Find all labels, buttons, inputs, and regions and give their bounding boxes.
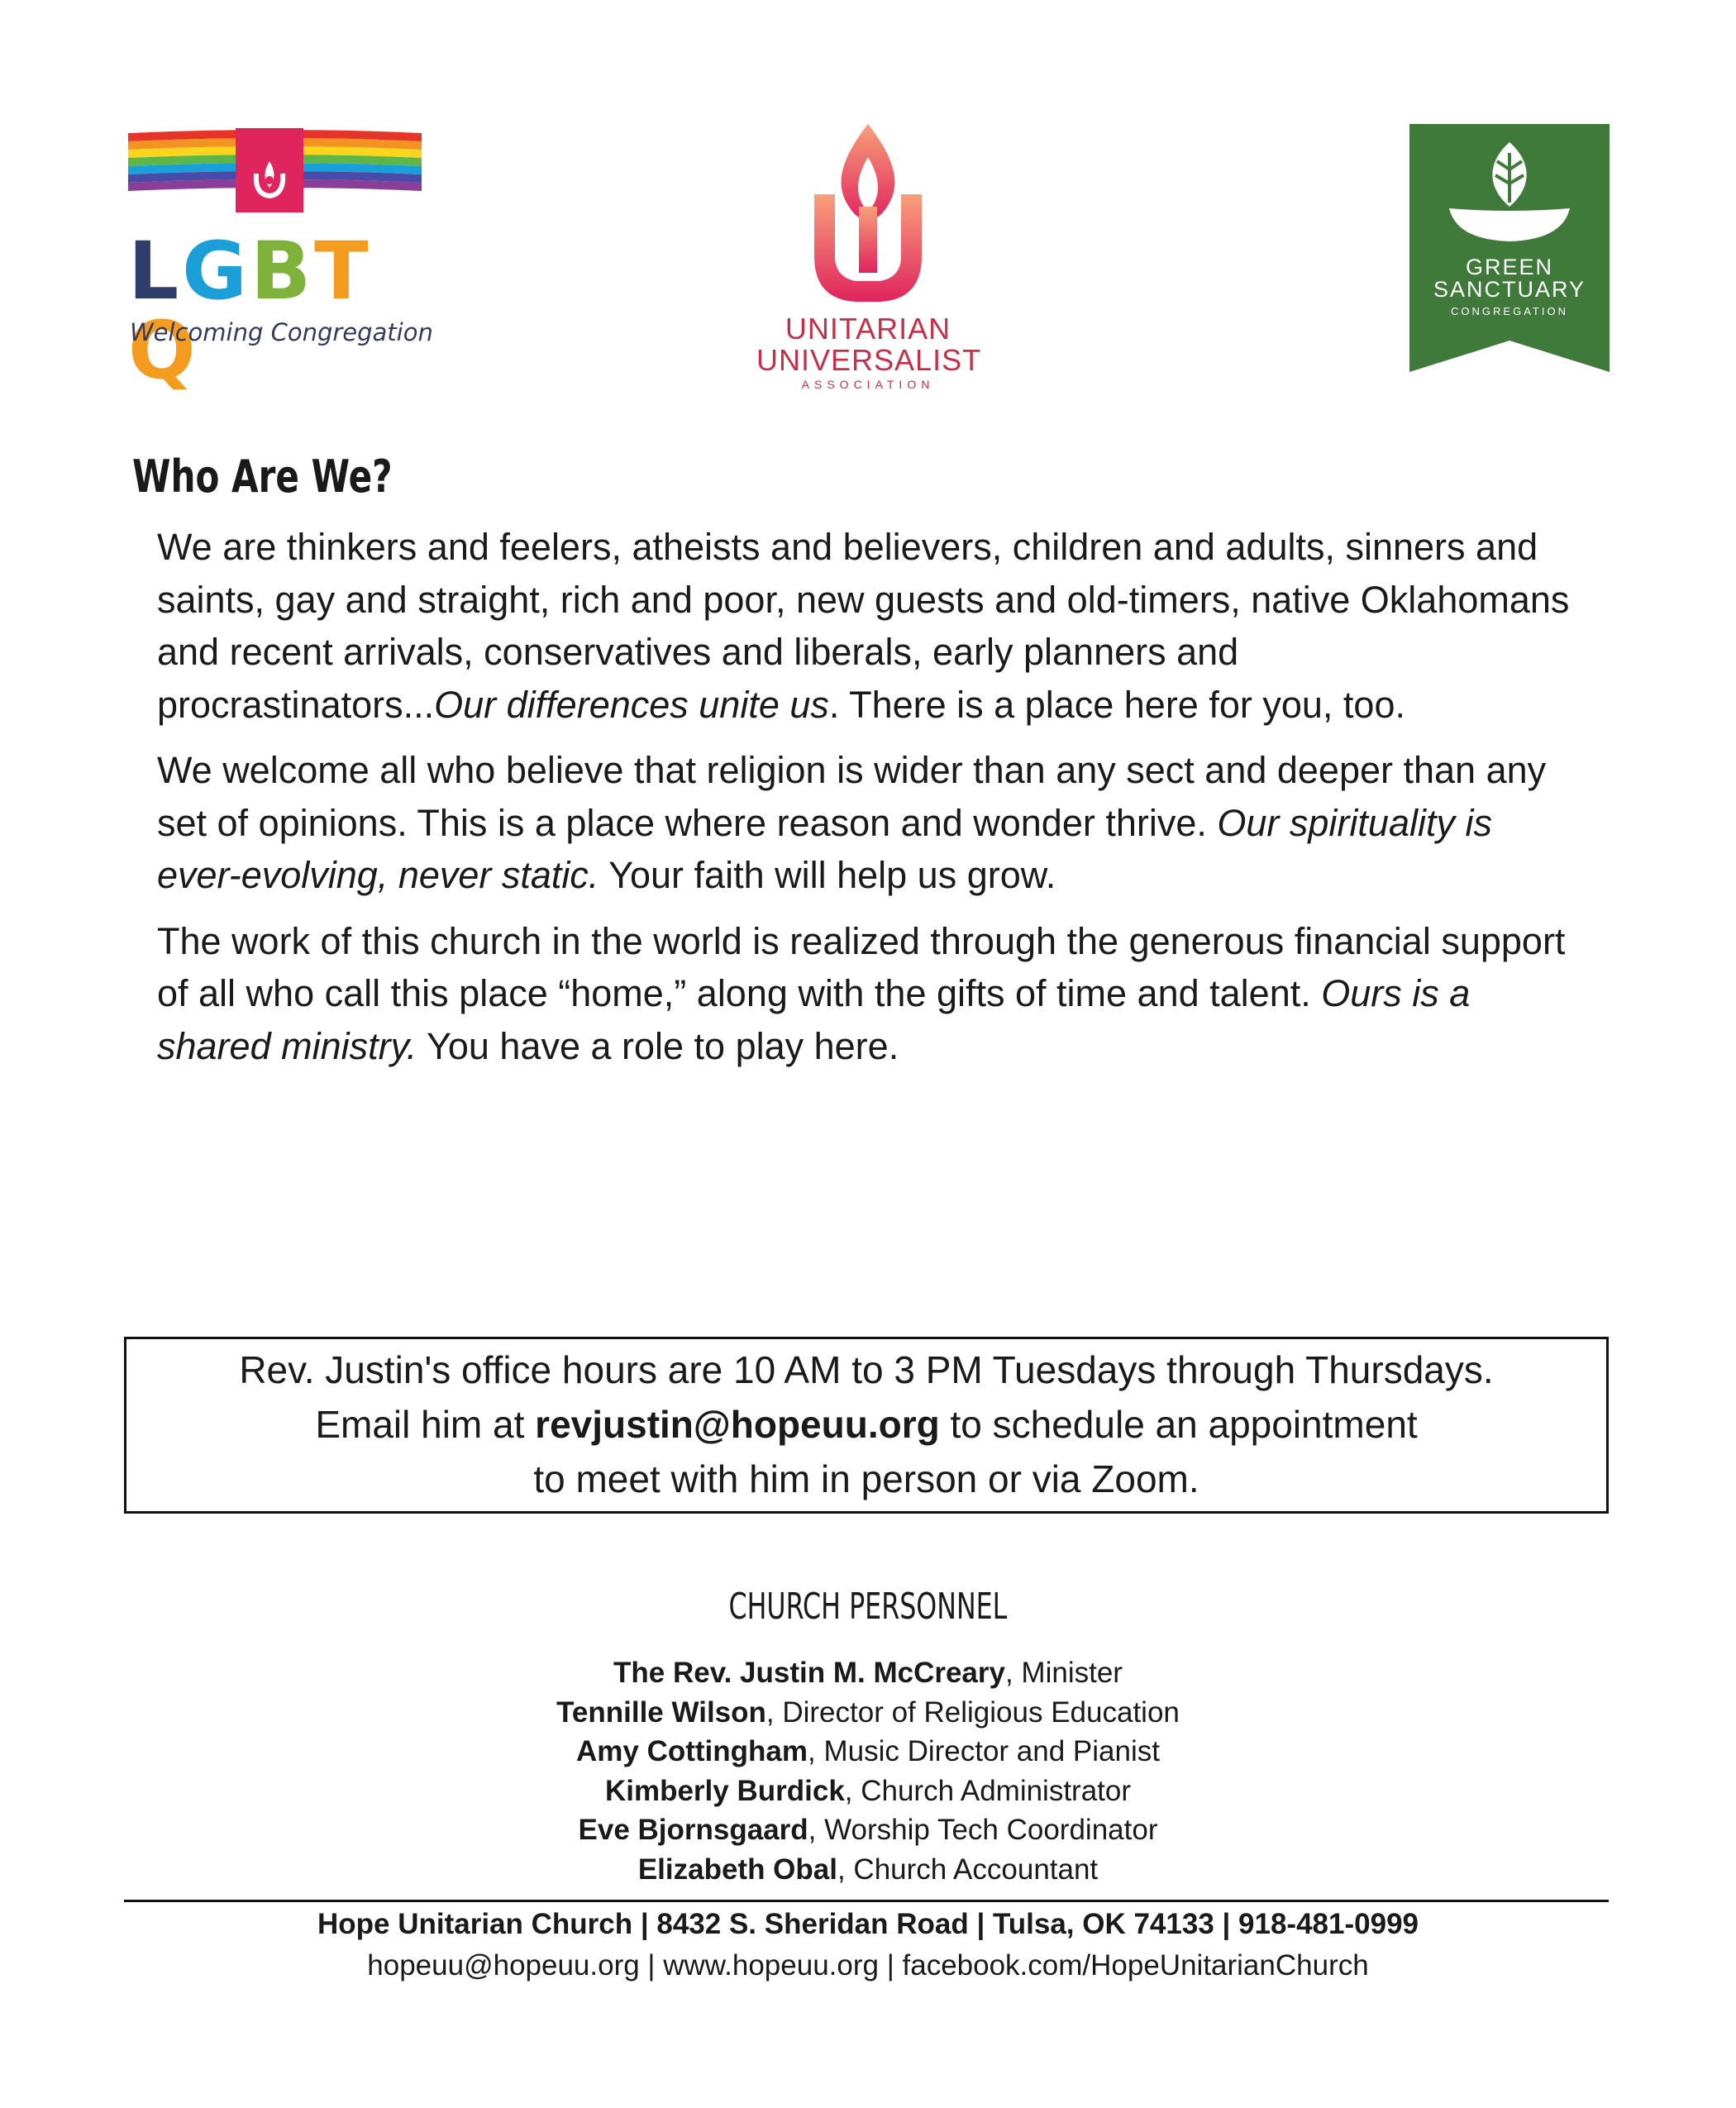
p3-text-b: You have a role to play here.: [417, 1024, 899, 1067]
lgbtq-letter-b: B: [250, 225, 315, 317]
lgbtq-letter-q: Q: [128, 304, 199, 397]
p2-emphasis: Our spirituality is ever-evolving, never static.: [157, 801, 1492, 896]
staff-list: [0, 1653, 1736, 1889]
staff-row: [0, 1732, 1736, 1772]
footer-divider: [124, 1900, 1609, 1902]
email-prefix: Email him at: [315, 1403, 536, 1446]
lgbtq-subtitle: Welcoming Congregation: [130, 318, 433, 346]
staff-role: , Music Director and Pianist: [808, 1735, 1160, 1767]
staff-row: [0, 1772, 1736, 1811]
staff-name: Eve Bjornsgaard: [578, 1814, 808, 1846]
paragraph-1: [157, 521, 1579, 731]
footer-contact-links[interactable]: hopeuu@hopeuu.org | www.hopeuu.org | facebook.com/HopeUnitarianChurch: [367, 1949, 1369, 1982]
who-are-we-body: [157, 521, 1579, 1085]
green-sanctuary-logo: [1409, 124, 1610, 372]
staff-row: [0, 1810, 1736, 1850]
personnel-title: [0, 1586, 1736, 1628]
staff-name: Amy Cottingham: [576, 1735, 808, 1767]
rainbow-flag-icon: [128, 128, 422, 219]
office-hours-line-2: [126, 1397, 1606, 1452]
uua-line-3: ASSOCIATION: [801, 378, 935, 391]
lgbtq-letter-g: G: [182, 225, 250, 317]
p2-text-a: We welcome all who believe that religion is wider than any sect and deeper than any set of opinions. This is a place where reason and wonder thrive.: [157, 749, 1547, 844]
staff-role: , Church Accountant: [837, 1853, 1099, 1886]
p1-text-b: . There is a place here for you, too.: [828, 683, 1405, 726]
p3-text-a: The work of this church in the world is realized through the generous financial support of all who call this place “home,” along with the gifts of time and talent.: [157, 919, 1566, 1014]
staff-role: , Minister: [1004, 1657, 1123, 1689]
office-hours-box: [124, 1337, 1609, 1514]
green-line-1: GREEN: [1465, 255, 1554, 279]
staff-row: [0, 1693, 1736, 1733]
p2-text-b: Your faith will help us grow.: [599, 854, 1056, 896]
paragraph-3: [157, 915, 1579, 1073]
uua-logo: [756, 124, 980, 397]
staff-name: Tennille Wilson: [556, 1695, 766, 1729]
staff-row: [0, 1653, 1736, 1693]
lgbtq-letter-t: T: [314, 225, 372, 317]
staff-row: [0, 1850, 1736, 1890]
staff-name: Kimberly Burdick: [604, 1774, 845, 1807]
lgbtq-wordmark: [128, 225, 422, 397]
p3-emphasis: Ours is a shared ministry.: [157, 972, 1471, 1067]
staff-name: The Rev. Justin M. McCreary: [613, 1657, 1005, 1689]
email-link[interactable]: revjustin@hopeuu.org: [535, 1403, 940, 1446]
personnel-title-text: CHURCH PERSONNEL: [728, 1586, 1008, 1628]
staff-name: Elizabeth Obal: [637, 1853, 837, 1886]
office-hours-line-3: to meet with him in person or via Zoom.: [533, 1457, 1199, 1500]
office-hours-line-1: Rev. Justin's office hours are 10 AM to 3 PM Tuesdays through Thursdays.: [239, 1348, 1494, 1391]
footer-address: Hope Unitarian Church | 8432 S. Sheridan Road | Tulsa, OK 74133 | 918-481-0999: [317, 1908, 1419, 1940]
who-are-we-heading: Who Are We?: [132, 451, 393, 503]
flaming-chalice-icon: [756, 124, 980, 306]
green-banner-icon: [1409, 124, 1610, 372]
paragraph-2: [157, 744, 1579, 902]
staff-role: , Worship Tech Coordinator: [808, 1814, 1158, 1846]
uua-line-1: UNITARIAN: [785, 312, 951, 346]
p1-emphasis: Our differences unite us: [434, 683, 829, 726]
uua-line-2: UNIVERSALIST: [756, 343, 982, 377]
staff-role: , Director of Religious Education: [765, 1695, 1180, 1729]
green-line-3: CONGREGATION: [1451, 305, 1568, 317]
lgbtq-letter-l: L: [128, 225, 183, 317]
lgbtq-welcoming-congregation-logo: [128, 128, 433, 397]
green-line-2: SANCTUARY: [1433, 277, 1586, 302]
email-suffix: to schedule an appointment: [939, 1403, 1418, 1446]
staff-role: , Church Administrator: [844, 1774, 1132, 1807]
p1-text-a: We are thinkers and feelers, atheists and believers, children and adults, sinners and saints, gay and straight, rich and poor, new guests and old-timers, native Oklahomans and recent arrivals, conservatives and liberals, early planners and procrastinators...: [157, 526, 1570, 726]
